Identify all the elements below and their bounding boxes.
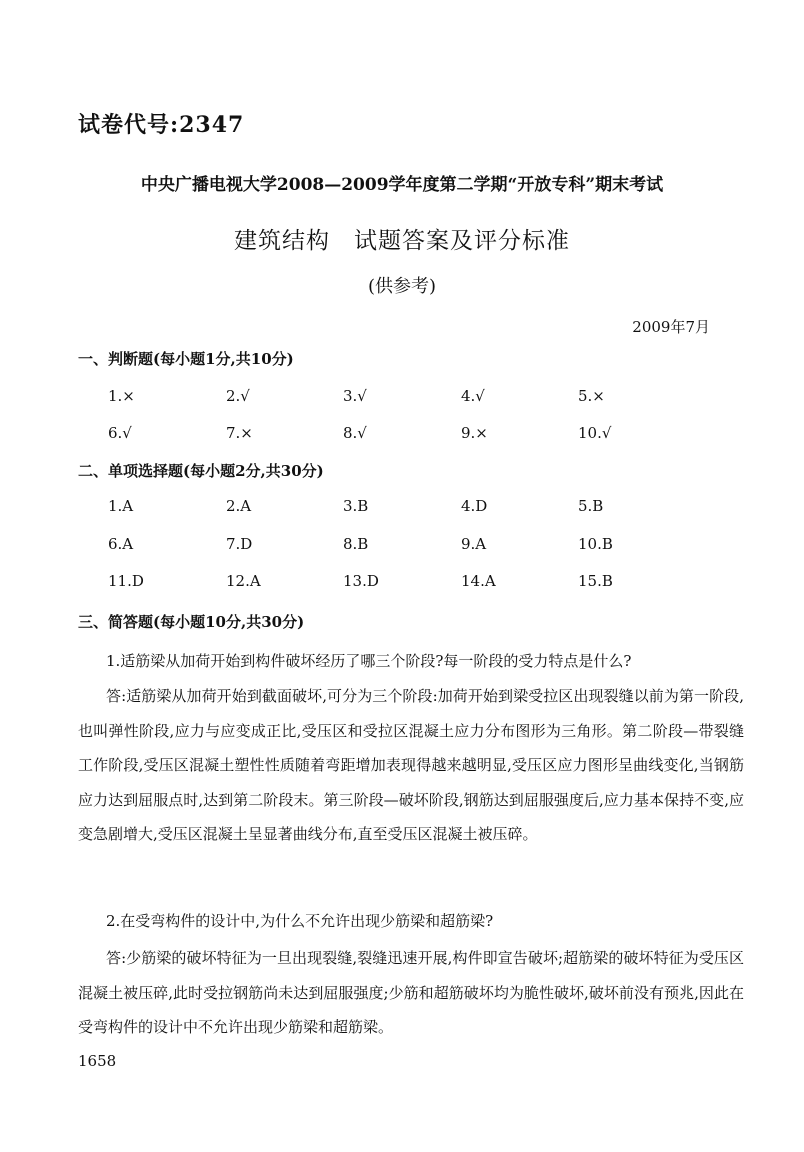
mc-answer-3: 3.B [343,497,369,515]
exam-title: 中央广播电视大学2008—2009学年度第二学期“开放专科”期末考试 [140,175,664,195]
mc-answer-11: 11.D [108,572,144,590]
exam-date: 2009年7月 [632,318,710,336]
mc-answer-10: 10.B [578,535,613,553]
question-2: 2.在受弯构件的设计中,为什么不允许出现少筋梁和超筋梁? [106,912,494,930]
mc-answer-8: 8.B [343,535,369,553]
mc-answer-6: 6.A [108,535,134,553]
tf-answer-1: 1.× [108,387,135,405]
mc-answer-9: 9.A [461,535,487,553]
mc-answer-13: 13.D [343,572,379,590]
answer-1-paragraph: 答:适筋梁从加荷开始到截面破坏,可分为三个阶段:加荷开始到梁受拉区出现裂缝以前为第一阶段,也叫弹性阶段,应力与应变成正比,受压区和受拉区混凝土应力分布图形为三角形。第二阶段—带裂缝工作阶段,受压区混凝土塑性性质随着弯距增加表现得越来越明显,受压区应力图形呈曲线变化,当钢筋应力达到屈服点时,达到第二阶段末。第三阶段—破坏阶段,钢筋达到屈服强度后,应力基本保持不变,应变急剧增大,受压区混凝土呈显著曲线分布,直至受压区混凝土被压碎。 [78,687,744,843]
answer-2-paragraph: 答:少筋梁的破坏特征为一旦出现裂缝,裂缝迅速开展,构件即宣告破坏;超筋梁的破坏特征为受压区混凝土被压碎,此时受拉钢筋尚未达到屈服强度;少筋和超筋破坏均为脆性破坏,破坏前没有预兆,因此在受弯构件的设计中不允许出现少筋梁和超筋梁。 [78,949,744,1036]
tf-answer-10: 10.√ [578,424,612,442]
tf-answer-9: 9.× [461,424,488,442]
mc-answer-15: 15.B [578,572,613,590]
page-number: 1658 [78,1052,117,1070]
tf-answer-6: 6.√ [108,424,132,442]
mc-answer-1: 1.A [108,497,134,515]
section-heading-short-answer: 三、简答题(每小题10分,共30分) [78,613,305,631]
mc-answer-5: 5.B [578,497,604,515]
tf-answer-4: 4.√ [461,387,485,405]
mc-answer-4: 4.D [461,497,488,515]
mc-answer-12: 12.A [226,572,261,590]
section-heading-multiple-choice: 二、单项选择题(每小题2分,共30分) [78,462,324,480]
mc-answer-14: 14.A [461,572,496,590]
tf-answer-8: 8.√ [343,424,367,442]
mc-answer-7: 7.D [226,535,253,553]
subject-title: 建筑结构 试题答案及评分标准 [234,228,570,254]
tf-answer-5: 5.× [578,387,605,405]
question-1: 1.适筋梁从加荷开始到构件破坏经历了哪三个阶段?每一阶段的受力特点是什么? [106,652,632,670]
reference-note: (供参考) [367,276,437,297]
paper-code: 试卷代号:2347 [78,112,245,138]
section-heading-true-false: 一、判断题(每小题1分,共10分) [78,350,294,368]
tf-answer-2: 2.√ [226,387,250,405]
tf-answer-7: 7.× [226,424,253,442]
mc-answer-2: 2.A [226,497,252,515]
tf-answer-3: 3.√ [343,387,367,405]
